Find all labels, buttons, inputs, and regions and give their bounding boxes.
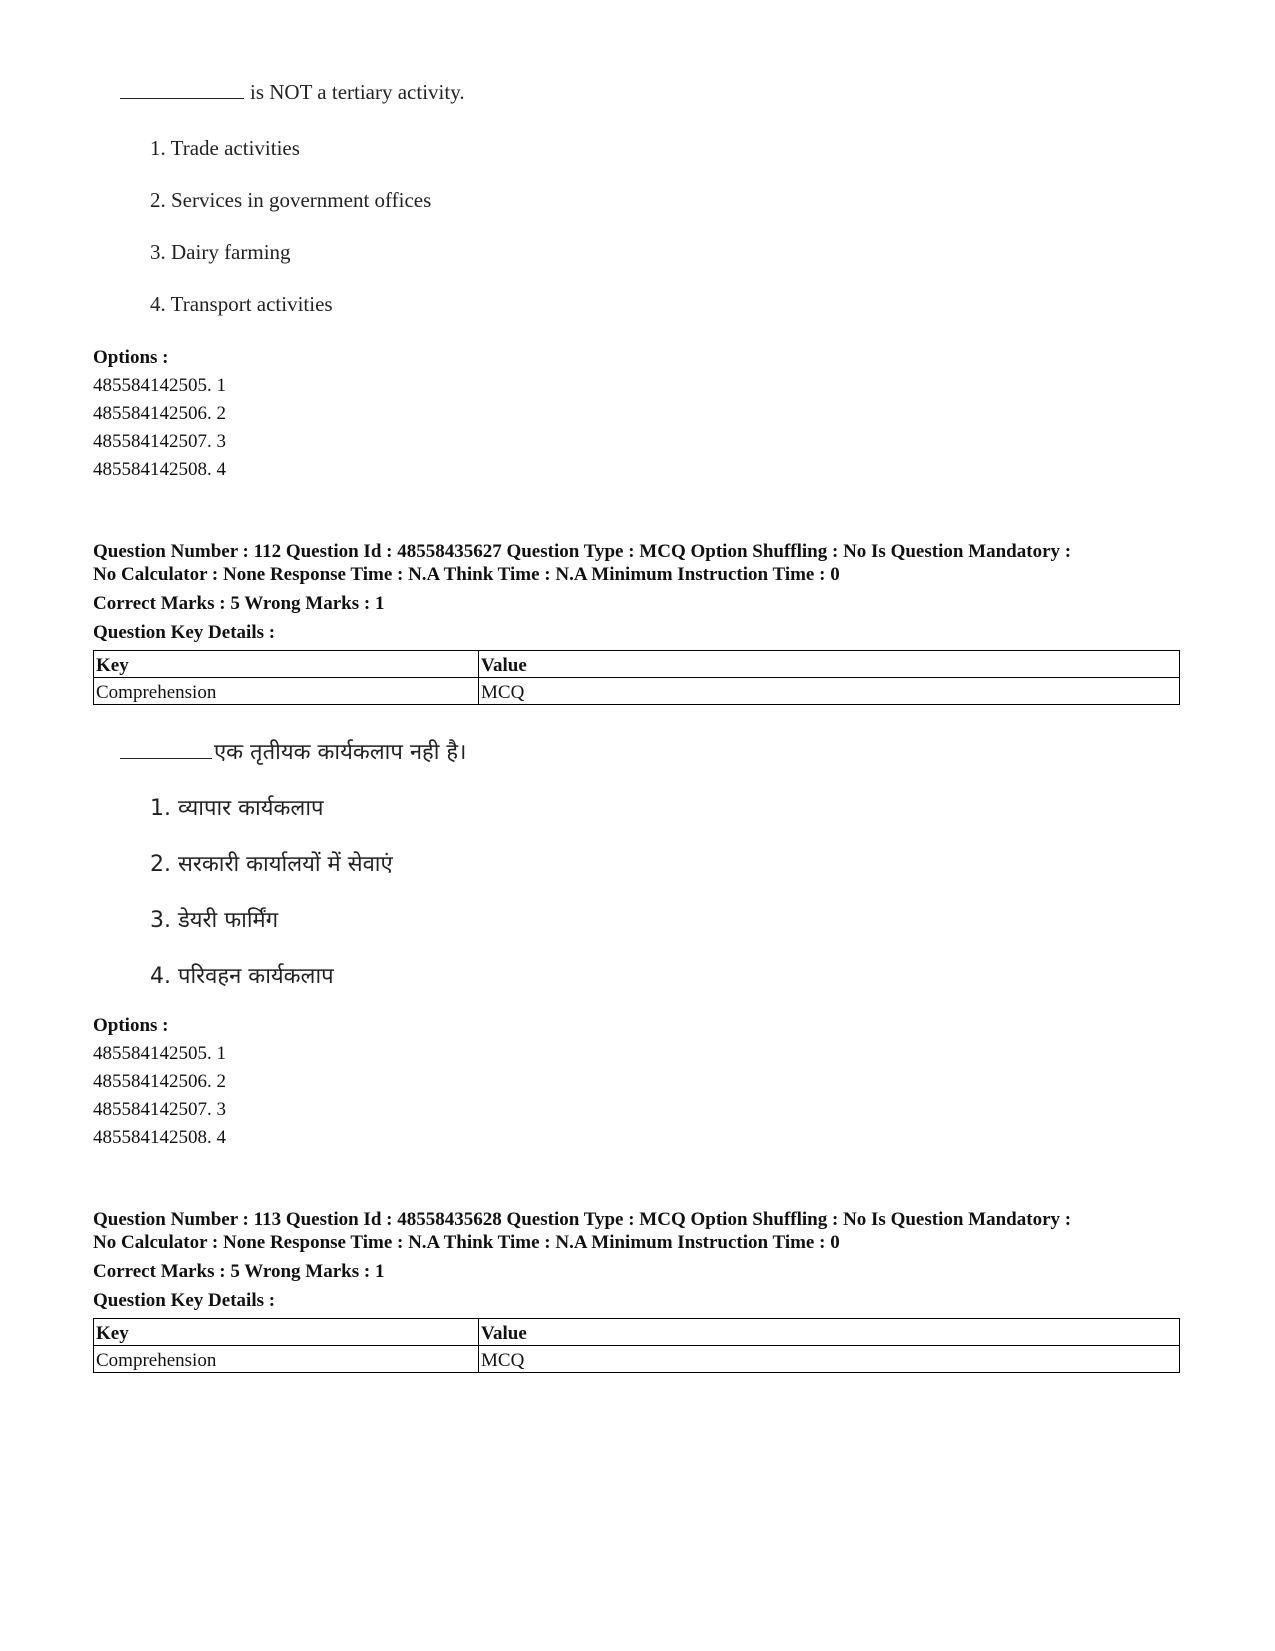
question-item: 3. Dairy farming — [150, 240, 291, 264]
question-item: 2. सरकारी कार्यालयों में सेवाएं — [150, 852, 393, 877]
option-line: 485584142508. 4 — [93, 1127, 226, 1148]
table-header-key: Key — [94, 651, 479, 678]
option-line: 485584142508. 4 — [93, 459, 226, 480]
question-meta-line2: No Calculator : None Response Time : N.A Think Time : N.A Minimum Instruction Time : 0 — [93, 564, 840, 585]
question-meta-line1: Question Number : 113 Question Id : 48558435628 Question Type : MCQ Option Shuffling : No Is Question Mandatory : — [93, 1209, 1072, 1230]
table-row — [94, 678, 1180, 705]
question-item: 4. परिवहन कार्यकलाप — [150, 964, 334, 989]
key-details-heading: Question Key Details : — [93, 622, 276, 643]
question-item: 3. डेयरी फार्मिंग — [150, 908, 279, 933]
table-cell-key: Comprehension — [94, 1346, 479, 1373]
option-line: 485584142507. 3 — [93, 431, 226, 452]
answer-blank — [120, 80, 244, 99]
table-header-key: Key — [94, 1319, 479, 1346]
key-details-heading: Question Key Details : — [93, 1290, 276, 1311]
table-row — [94, 1346, 1180, 1373]
question-item: 1. Trade activities — [150, 136, 300, 160]
question-item: 1. व्यापार कार्यकलाप — [150, 796, 324, 821]
table-header-value: Value — [479, 1319, 1180, 1346]
table-header-row — [94, 651, 1180, 678]
marks-line: Correct Marks : 5 Wrong Marks : 1 — [93, 593, 385, 614]
question-meta-line1: Question Number : 112 Question Id : 48558435627 Question Type : MCQ Option Shuffling : No Is Question Mandatory : — [93, 541, 1072, 562]
option-line: 485584142506. 2 — [93, 1071, 226, 1092]
answer-blank — [120, 740, 212, 759]
option-line: 485584142507. 3 — [93, 1099, 226, 1120]
key-details-table — [93, 1318, 1180, 1373]
question-meta-line2: No Calculator : None Response Time : N.A Think Time : N.A Minimum Instruction Time : 0 — [93, 1232, 840, 1253]
option-line: 485584142506. 2 — [93, 403, 226, 424]
options-heading: Options : — [93, 1015, 169, 1036]
table-cell-key: Comprehension — [94, 678, 479, 705]
table-header-value: Value — [479, 651, 1180, 678]
question-stem: is NOT a tertiary activity. — [120, 80, 465, 105]
question-stem-hindi: एक तृतीयक कार्यकलाप नही है। — [120, 736, 466, 766]
question-item: 2. Services in government offices — [150, 188, 432, 212]
table-header-row — [94, 1319, 1180, 1346]
options-heading: Options : — [93, 347, 169, 368]
option-line: 485584142505. 1 — [93, 1043, 226, 1064]
question-item: 4. Transport activities — [150, 292, 333, 316]
option-line: 485584142505. 1 — [93, 375, 226, 396]
key-details-table — [93, 650, 1180, 705]
table-cell-value: MCQ — [479, 1346, 1180, 1373]
table-cell-value: MCQ — [479, 678, 1180, 705]
marks-line: Correct Marks : 5 Wrong Marks : 1 — [93, 1261, 385, 1282]
